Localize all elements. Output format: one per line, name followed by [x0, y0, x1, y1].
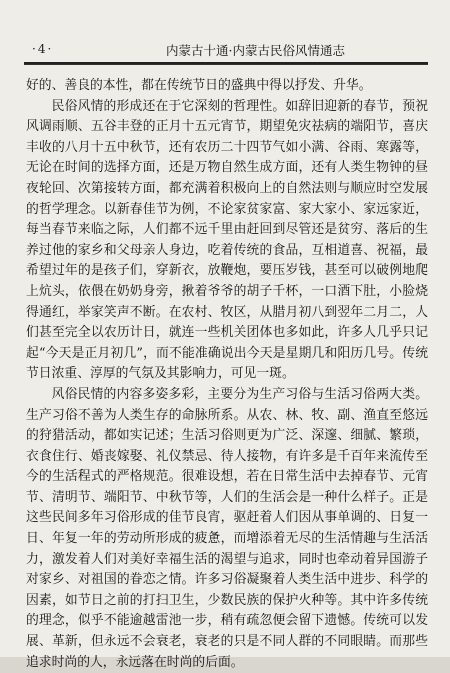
paragraph-philosophy: 民俗风情的形成还在于它深刻的哲理性。如辞旧迎新的春节，预祝风调雨顺、五谷丰登的正月十五元宵节，期望免灾祛病的端阳节，喜庆丰收的八月十五中秋节，还有农历二十四节气如小满、谷雨、寒露等，无论在时间的选择方面，还是万物自然生成方面，还有人类生物钟的昼夜轮回、次第接转方面，都充满着积极向上的自然法则与顺应时空发展的哲学理念。以新春佳节为例，不论家贫家富、家大家小、家远家近，每当春节来临之际，人们都不远千里由赶回到尽管还是贫穷、落后的生养过他的家乡和父母亲人身边，吃着传统的食品，互相道喜、祝福，最希望过年的是孩子们，穿新衣，放鞭炮，要压岁钱，甚至可以破例地爬上炕头，依偎在奶奶身旁，揪着爷爷的胡子千杯，一口酒下肚，小脸烧得通红，举家笑声不断。在农村、牧区，从腊月初八到翌年二月二，人们甚至完全以农历计日，就连一些机关团体也多如此，许多人几乎只记起“今天是正月初几”，而不能准确说出今天是星期几和阳历几号。传统节日浓重、淳厚的气氛及其影响力，可见一斑。: [26, 98, 428, 382]
page-number: ·4·: [32, 42, 54, 56]
body-text: [26, 76, 428, 673]
paragraph-customs: 风俗民情的内容多姿多彩，主要分为生产习俗与生活习俗两大类。生产习俗不善为人类生存的命脉所系。从农、林、牧、副、渔直至悠远的狩猎活动，都如实记述；生活习俗则更为广泛、深邃、细腻、繁琐，衣食住行、婚丧嫁娶、礼仪禁忌、待人接物，有许多是千百年来流传至今的生活程式的严格规范。很难设想，若在日常生活中去掉春节、元宵节、清明节、端阳节、中秋节等，人们的生活会是一种什么样子。正是这些民间多年习俗形成的佳节良宵，驱赶着人们因从事单调的、日复一日、年复一年的劳动所形成的疲惫，而增添着无尽的生活情趣与生活活力，激发着人们对美好幸福生活的渴望与追求，同时也牵动着异国游子对家乡、对祖国的眷恋之情。许多习俗凝聚着人类生活中进步、科学的因素，如节日之前的打扫卫生，少数民族的保护火种等。其中许多传统的理念，似乎不能逾越雷池一步，稍有疏忽便会留下遗憾。传统可以发展、革新，但永远不会衰老，衰老的只是不同人群的不同眼睛。而那些追求时尚的人，永远落在时尚的后面。: [26, 386, 428, 670]
paragraph-continued: 好的、善良的本性，都在传统节日的盛典中得以抒发、升华。: [26, 78, 372, 93]
running-header: [24, 38, 428, 64]
running-title: 内蒙古十通·内蒙古民俗风情通志: [166, 43, 345, 58]
header-rule: [24, 62, 428, 65]
